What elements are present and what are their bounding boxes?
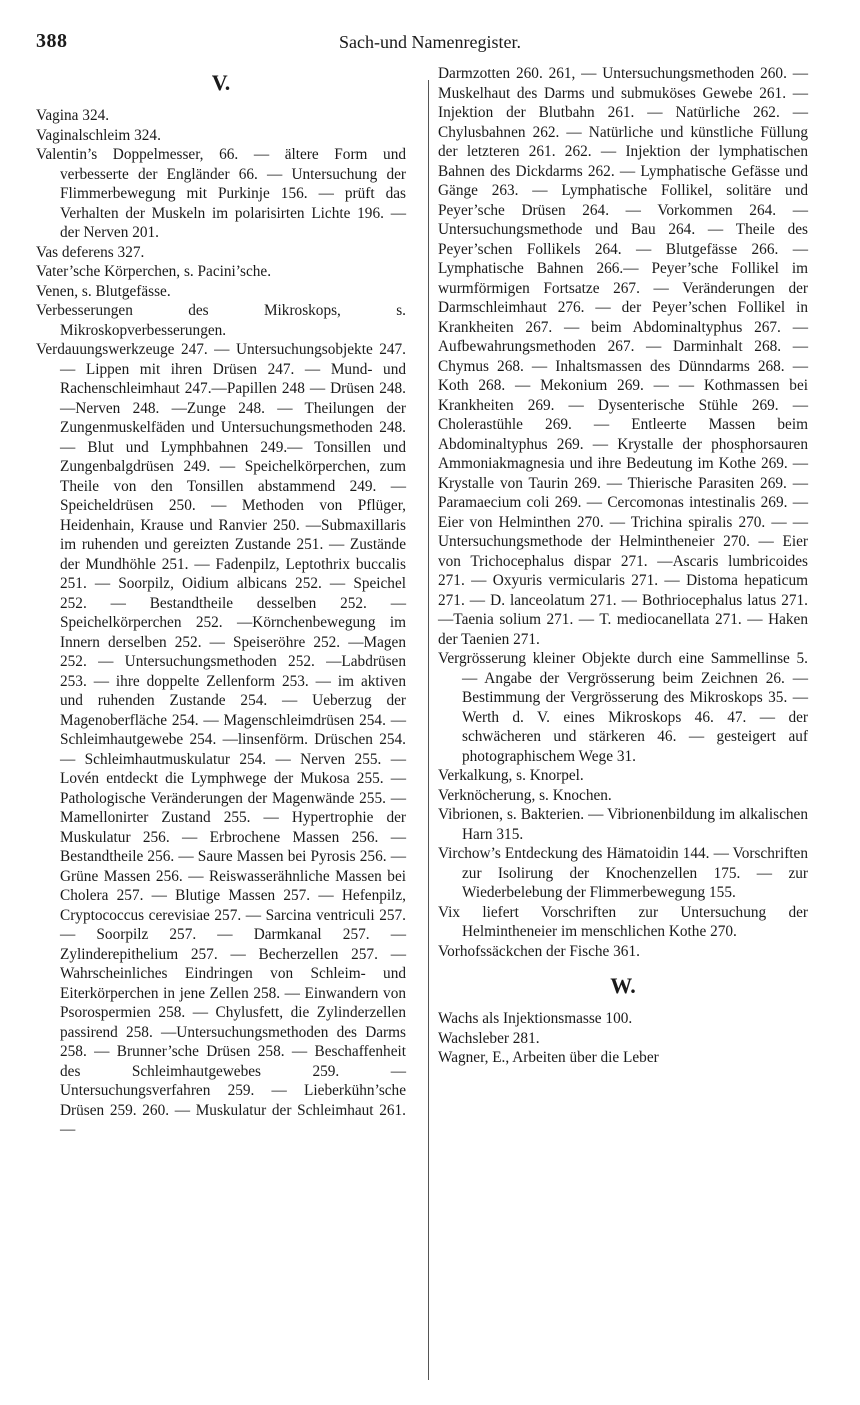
column-divider bbox=[428, 80, 429, 1380]
index-entry-continuation: Darmzotten 260. 261, — Untersuchungsmethoden 260. — Muskelhaut des Darms und submuköses Gewebe 261. — Injektion der Blutbahn 261. — Natürliche 262. — Chylusbahnen 262. — Natürliche und künstliche Füllung der letzteren 261. 262. — Injektion der lymphatischen Bahnen des Dickdarms 262. — Lymphatische Gefässe und Gänge 263. — Lymphatische Follikel, solitäre und Peyer’sche Drüsen 264. — Vorkommen 264. — Untersuchungsmethode und Bau 264. — Theile des Peyer’schen Follikels 264. — Blutgefässe 266. — Lymphatische Bahnen 266.— Peyer’sche Follikel im wurmförmigen Fortsatze 267. — Veränderungen der Darmschleimhaut 276. — der Peyer’schen Follikel in Krankheiten 267. — beim Abdominaltyphus 267. — Aufbewahrungsmethoden 267. — Darminhalt 268. — Chymus 268. — Inhaltsmassen des Dünndarms 268. — Koth 268. — Mekonium 269. — — Kothmassen bei Krankheiten 269. — Dysenterische Stühle 269. — Cholerastühle 269. — Entleerte Massen beim Abdominaltyphus 269. — Krystalle der phosphorsauren Ammoniakmagnesia und ihre Bedeutung im Kothe 269. — Krystalle von Taurin 269. — Thierische Parasiten 269. — Paramaecium coli 269. — Cercomonas intestinalis 269. — Eier von Helminthen 270. — Trichina spiralis 270. — — Untersuchungsmethode der Helmintheneier 270. — Eier von Trichocephalus dispar 271. —Ascaris lumbricoides 271. — Oxyuris vermicularis 271. — Distoma hepaticum 271. — D. lanceolatum 271. — Bothriocephalus latus 271.—Taenia solium 271. — T. mediocanellata 271. — Haken der Taenien 271. bbox=[438, 65, 808, 648]
index-entry: Virchow’s Entdeckung des Hämatoidin 144. — Vorschriften zur Isolirung der Knochenzellen 175. — zur Wiederbelebung der Flimmerbewegung 155. bbox=[438, 845, 808, 901]
index-entry: Vas deferens 327. bbox=[36, 243, 145, 261]
left-column bbox=[36, 64, 406, 1140]
index-entry: Verkalkung, s. Knorpel. bbox=[438, 767, 584, 784]
index-entry: Vorhofssäckchen der Fische 361. bbox=[438, 942, 640, 960]
index-entry: Vibrionen, s. Bakterien. — Vibrionenbildung im alkalischen Harn 315. bbox=[438, 806, 808, 843]
index-entry: Verknöcherung, s. Knochen. bbox=[438, 786, 612, 804]
index-entry: Vater’sche Körperchen, s. Pacini’sche. bbox=[36, 263, 272, 280]
index-entry: Venen, s. Blutgefässe. bbox=[36, 282, 171, 300]
index-entry: Wagner, E., Arbeiten über die Leber bbox=[438, 1049, 659, 1066]
section-heading-v: V. bbox=[211, 70, 231, 95]
index-entry: Vix liefert Vorschriften zur Untersuchung der Helmintheneier im menschlichen Kothe 270. bbox=[438, 903, 808, 940]
index-entry: Vagina 324. bbox=[36, 107, 110, 124]
index-entry: Verdauungswerkzeuge 247. — Untersuchungsobjekte 247. — Lippen mit ihren Drüsen 247. — Mund- und Rachenschleimhaut 247.—Papillen 248 — Drüsen 248. —Nerven 248. —Zunge 248. — Theilungen der Zungenmuskelfäden und Untersuchungsmethoden 248. — Blut und Lymphbahnen 249.— Tonsillen und Zungenbalgdrüsen 249. — Speichelkörperchen, zum Theile von den Tonsillen abstammend 249. — Speicheldrüsen 250. — Methoden von Pflüger, Heidenhain, Krause und Ranvier 250. —Submaxillaris im ruhenden und gereizten Zustande 251. — Zustände der Mundhöhle 251. — Fadenpilz, Leptothrix buccalis 251. — Soorpilz, Oidium albicans 252. — Speichel 252. — Bestandtheile desselben 252. — Speichelkörperchen 252. —Körnchenbewegung im Innern derselben 252. — Speiseröhre 252. —Magen 252. — Untersuchungsmethoden 252. —Labdrüsen 253. — ihre doppelte Zellenform 253. — im aktiven und ruhenden Zustande 254. — Ueberzug der Magenoberfläche 254. — Magenschleimdrüsen 254. —Schleimhautgewebe 254. —linsenförm. Drüschen 254. — Schleimhautmuskulatur 254. — Nerven 255. — Lovén entdeckt die Lymphwege der Mukosa 255. — Pathologische Veränderungen der Magenwände 255. — Mamellonirter Zustand 255. — Hypertrophie der Muskulatur 256. — Erbrochene Massen 256. — Bestandtheile 256. — Saure Massen bei Pyrosis 256. — Grüne Massen 256. — Reiswasserähnliche Massen bei Cholera 257. — Blutige Massen 257. — Hefenpilz, Cryptococcus cerevisiae 257. — Sarcina ventriculi 257. — Soorpilz 257. — Darmkanal 257. — Zylinderepithelium 257. — Becherzellen 257. — Wahrscheinliches Eindringen von Schleim- und Eiterkörperchen in jene Zellen 258. — Einwandern von Psorospermien 258. — Chylusfett, die Zylinderzellen passirend 258. —Untersuchungsmethoden des Darms 258. — Brunner’sche Drüsen 258. — Beschaffenheit des Schleimhautgewebes 259. — Untersuchungsverfahren 259. — Lieberkühn’sche Drüsen 259. 260. — Muskulatur der Schleimhaut 261. — bbox=[36, 341, 406, 1138]
index-entry: Vergrösserung kleiner Objekte durch eine Sammellinse 5. — Angabe der Vergrösserung beim Zeichnen 26. — Bestimmung der Vergrösserung des Mikroskops 35. — Werth d. V. eines Mikroskops 46. 47. — der schwächeren und stärkeren 46. — gesteigert auf photographischem Wege 31. bbox=[438, 650, 808, 765]
page-number: 388 bbox=[36, 30, 68, 52]
index-entry: Verbesserungen des Mikroskops, s. Mikroskopverbesserungen. bbox=[36, 302, 406, 339]
index-entry: Valentin’s Doppelmesser, 66. — ältere Form und verbesserte der Engländer 66. — Untersuchung der Flimmerbewegung mit Purkinje 156. — prüft das Verhalten der Muskeln im polarisirten Lichte 196. — der Nerven 201. bbox=[36, 146, 406, 241]
index-entry: Wachs als Injektionsmasse 100. bbox=[438, 1010, 633, 1027]
index-entry: Vaginalschleim 324. bbox=[36, 126, 161, 144]
right-column bbox=[438, 64, 808, 1068]
running-title: Sach-und Namenregister. bbox=[339, 32, 521, 52]
section-heading-w: W. bbox=[610, 973, 636, 998]
index-entry: Wachsleber 281. bbox=[438, 1029, 540, 1047]
